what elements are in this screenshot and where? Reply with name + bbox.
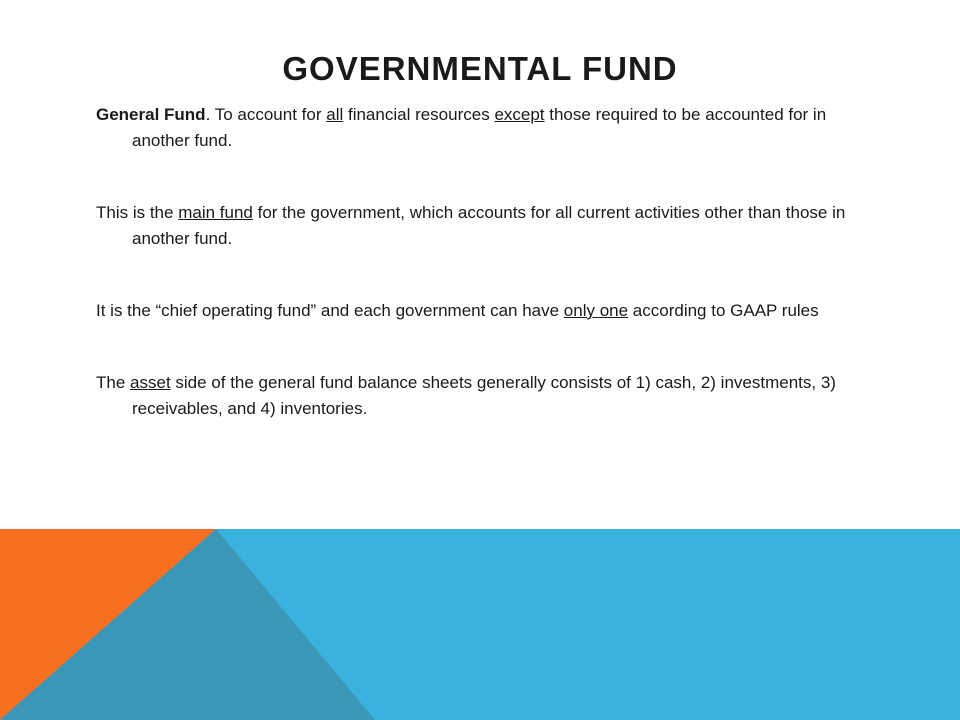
text-segment: main fund (178, 203, 253, 222)
text-segment: according to GAAP rules (628, 301, 819, 320)
text-segment: . To account for (205, 105, 327, 124)
text-segment: financial resources (343, 105, 495, 124)
text-segment: The (96, 373, 131, 392)
text-segment: only one (563, 301, 629, 320)
text-segment: those required to be accounted for in another fund. (132, 105, 827, 150)
text-segment: It is the “chief operating fund” and each government can have (96, 301, 564, 320)
text-segment: This is the (96, 203, 179, 222)
text-segment: General Fund (96, 105, 206, 124)
slide-body (96, 102, 866, 468)
text-segment: asset (130, 373, 171, 392)
paragraph-chief-operating-fund (96, 298, 866, 324)
decorative-footer-band (0, 529, 960, 720)
slide-title: GOVERNMENTAL FUND (282, 50, 678, 87)
paragraph-asset-side (96, 370, 866, 422)
text-segment: for the government, which accounts for all current activities other than those in another fund. (132, 203, 846, 248)
text-segment: except (494, 105, 545, 124)
paragraph-main-fund (96, 200, 866, 252)
text-segment: side of the general fund balance sheets generally consists of 1) cash, 2) investments, 3) receivables, and 4) inventories. (132, 373, 836, 418)
paragraph-general-fund (96, 102, 866, 154)
text-segment: all (326, 105, 344, 124)
